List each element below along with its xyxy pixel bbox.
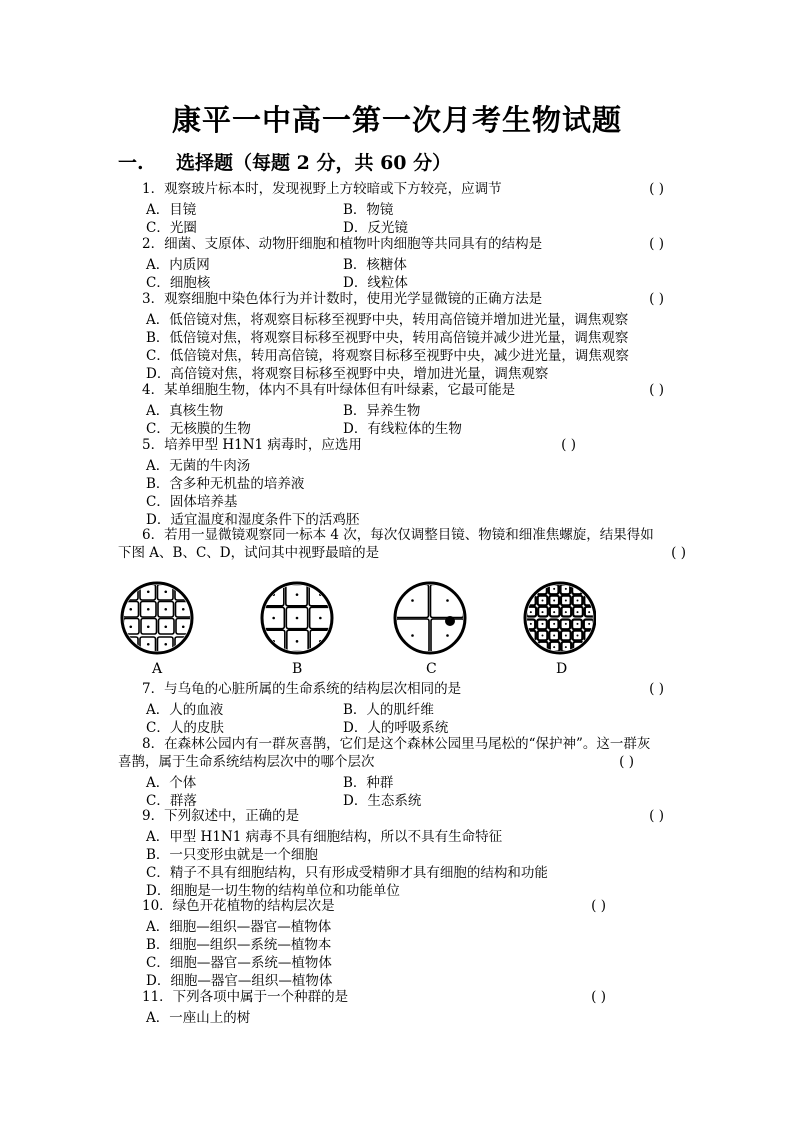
answer-paren: ( )	[649, 681, 664, 697]
question-stem: 1．观察玻片标本时，发现视野上方较暗或下方较亮，应调节 ( )	[142, 181, 664, 197]
figure-label: D	[556, 661, 568, 677]
option: C．人的皮肤	[146, 720, 224, 736]
option: A．人的血液	[146, 702, 224, 718]
option: C．精子不具有细胞结构，只有形成受精卵才具有细胞的结构和功能	[146, 865, 548, 881]
option: A．甲型 H1N1 病毒不具有细胞结构，所以不具有生命特征	[146, 829, 503, 845]
option: C．光圈	[146, 220, 197, 236]
section-heading	[118, 148, 451, 175]
option: A．细胞—组织—器官—植物体	[146, 919, 332, 935]
answer-paren: ( )	[649, 181, 664, 197]
question-stem: 6．若用一显微镜观察同一标本 4 次，每次仅调整目镜、物镜和细准焦螺旋，结果得如	[142, 527, 654, 543]
option: B．低倍镜对焦，将观察目标移至视野中央，转用高倍镜并减少进光量，调焦观察	[146, 330, 629, 346]
question-stem: 5．培养甲型 H1N1 病毒时，应选用 ( )	[142, 437, 576, 453]
question-stem-continued: 下图 A、B、C、D，试问其中视野最暗的是 ( )	[118, 545, 686, 561]
option: D．有线粒体的生物	[343, 421, 462, 437]
answer-paren: ( )	[591, 898, 606, 914]
answer-paren: ( )	[619, 754, 634, 770]
option: D．细胞—器官—组织—植物体	[146, 973, 333, 989]
option: A．个体	[146, 775, 197, 791]
microscope-field	[122, 583, 192, 653]
option: B．含多种无机盐的培养液	[146, 476, 305, 492]
option: B．人的肌纤维	[343, 702, 434, 718]
question-stem: 2．细菌、支原体、动物肝细胞和植物叶肉细胞等共同具有的结构是 ( )	[142, 236, 664, 252]
microscope-fields-svg	[116, 577, 596, 682]
figure-label: C	[426, 661, 437, 677]
question-stem: 10．绿色开花植物的结构层次是 ( )	[142, 898, 606, 914]
microscope-fields-figure	[116, 577, 596, 682]
question-stem-continued: 喜鹊，属于生命系统结构层次中的哪个层次 ( )	[118, 754, 634, 770]
option: C．细胞核	[146, 275, 211, 291]
question-stem: 4．某单细胞生物，体内不具有叶绿体但有叶绿素，它最可能是 ( )	[142, 382, 664, 398]
page-title: 康平一中高一第一次月考生物试题	[171, 103, 622, 137]
option: C．群落	[146, 793, 197, 809]
option: B．细胞—组织—系统—植物本	[146, 937, 332, 953]
question-stem: 7．与乌龟的心脏所属的生命系统的结构层次相同的是 ( )	[142, 681, 664, 697]
answer-paren: ( )	[649, 382, 664, 398]
answer-paren: ( )	[649, 808, 664, 824]
question-stem: 8．在森林公园内有一群灰喜鹊，它们是这个森林公园里马尾松的“保护神”。这一群灰	[142, 736, 651, 752]
section-number: 一.	[118, 152, 144, 174]
answer-paren: ( )	[591, 989, 606, 1005]
option: B．一只变形虫就是一个细胞	[146, 847, 318, 863]
microscope-field	[395, 583, 465, 653]
option: A．内质网	[146, 257, 210, 273]
option: A．真核生物	[146, 403, 224, 419]
answer-paren: ( )	[649, 236, 664, 252]
answer-paren: ( )	[649, 291, 664, 307]
option: B．异养生物	[343, 403, 421, 419]
option: A．一座山上的树	[146, 1010, 251, 1026]
option: D．反光镜	[343, 220, 408, 236]
answer-paren: ( )	[671, 545, 686, 561]
question-stem: 9．下列叙述中，正确的是 ( )	[142, 808, 664, 824]
section-label: 选择题（每题 2 分，共 60 分）	[176, 152, 452, 174]
option: B．核糖体	[343, 257, 407, 273]
option: D．生态系统	[343, 793, 422, 809]
option: D．细胞是一切生物的结构单位和功能单位	[146, 883, 400, 899]
option: D．线粒体	[343, 275, 408, 291]
option: B．种群	[343, 775, 394, 791]
option: C．细胞—器官—系统—植物体	[146, 955, 332, 971]
option: C．固体培养基	[146, 494, 238, 510]
microscope-field	[525, 583, 595, 653]
figure-label: A	[152, 661, 163, 677]
question-stem: 3．观察细胞中染色体行为并计数时，使用光学显微镜的正确方法是 ( )	[142, 291, 664, 307]
figure-label: B	[292, 661, 303, 677]
option: A．无菌的牛肉汤	[146, 458, 251, 474]
option: C．低倍镜对焦，转用高倍镜，将观察目标移至视野中央，减少进光量，调焦观察	[146, 348, 629, 364]
option: C．无核膜的生物	[146, 421, 251, 437]
option: D．高倍镜对焦，将观察目标移至视野中央，增加进光量，调焦观察	[146, 366, 549, 382]
option: D．人的呼吸系统	[343, 720, 449, 736]
question-stem: 11．下列各项中属于一个种群的是 ( )	[142, 989, 606, 1005]
option: A．低倍镜对焦，将观察目标移至视野中央，转用高倍镜并增加进光量，调焦观察	[146, 312, 629, 328]
answer-paren: ( )	[561, 437, 576, 453]
option: D．适宜温度和湿度条件下的活鸡胚	[146, 512, 360, 528]
microscope-field	[262, 583, 332, 653]
option: A．目镜	[146, 202, 197, 218]
option: B．物镜	[343, 202, 394, 218]
